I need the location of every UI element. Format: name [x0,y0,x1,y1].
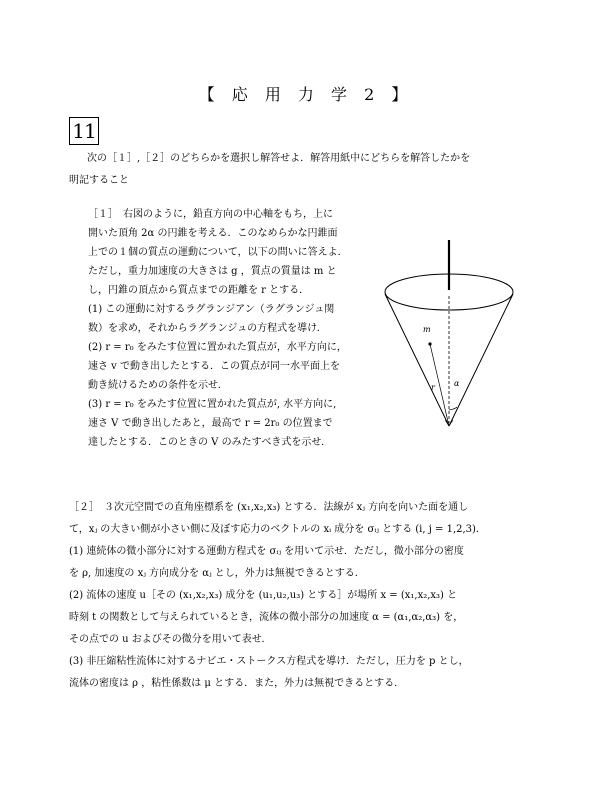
alpha-label: α [454,379,460,388]
alpha-arc [449,407,457,410]
cone-right-side [449,294,513,426]
part1-line: 達したとする．このときの V のみたすべき式を示せ． [88,437,332,448]
part2-line: 時刻 t の関数として与えられているとき，流体の微小部分の加速度 α = (α₁,α₂,α₃) を， [69,612,464,623]
part1-line: 上での１個の質点の運動について，以下の問いに答えよ． [88,247,348,258]
part1-line: 速さ V で動き出したあと，最高で r = 2r₀ の位置まで [88,418,333,429]
part2-line: を ρ, 加速度の xⱼ 方向成分を αⱼ とし，外力は無視できるとする． [69,568,365,579]
part2-line: その点での u およびその微分を用いて表せ． [69,634,272,645]
part2-line: ［２］ ３次元空間での直角座標系を (x₁,x₂,x₃) とする．法線が xⱼ 方向を向いた面を通し [69,502,469,513]
part1-line: し，円錐の頂点から質点までの距離を r とする． [88,285,310,296]
problem-number-box: 11 [69,117,99,145]
part2-line: て，xⱼ の大きい側が小さい側に及ぼす応力のベクトルの xᵢ 成分を σᵢⱼ とする (i, j = 1,2,3)． [69,524,486,535]
page-title: 【 応 用 力 学 2 】 [198,85,414,104]
part2-line: 流体の密度は ρ ，粘性係数は μ とする．また，外力は無視できるとする． [69,678,405,689]
part1-line: ただし，重力加速度の大きさは g ，質点の質量は m と [88,266,337,277]
part1-line: (2) r = r₀ をみたす位置に置かれた質点が，水平方向に， [88,342,347,353]
part2-line: (2) 流体の速度 u［その (x₁,x₂,x₃) 成分を (u₁,u₂,u₃) とする］が場所 x = (x₁,x₂,x₃) と [69,590,458,601]
r-label: r [431,383,435,392]
part1-line: 動き続けるための条件を示せ． [88,380,228,391]
part2-question [69,497,549,695]
part1-line: 開いた頂角 2α の円錐を考える．このなめらかな円錐面 [88,228,338,239]
cone-figure [375,240,525,435]
part1-question [88,205,378,452]
part1-line: ［１］ 右図のように，鉛直方向の中心軸をもち，上に [88,209,333,220]
instructions [69,148,539,192]
part1-line: (3) r = r₀ をみたす位置に置かれた質点が, 水平方向に, [88,399,337,410]
part2-line: (3) 非圧縮粘性流体に対するナビエ・ストークス方程式を導け．ただし，圧力を p とし， [69,656,469,667]
part1-line: 数）を求め，それからラグランジュの方程式を導け． [88,323,327,334]
part1-line: (1) この運動に対するラグランジアン（ラグランジュ関 [88,304,335,315]
part1-line: 速さ v で動き出したとする．この質点が同一水平面上を [88,361,341,372]
mass-label: m [423,325,431,334]
mass-point [428,342,431,345]
instructions-line: 明記すること [69,175,129,186]
part2-line: (1) 連続体の微小部分に対する運動方程式を σᵢⱼ を用いて示せ．ただし，微小部分の密度 [69,546,464,557]
cone-left-side [385,294,449,426]
instructions-line: 次の［１］,［２］のどちらかを選択し解答せよ．解答用紙中にどちらを解答したかを [87,153,471,164]
